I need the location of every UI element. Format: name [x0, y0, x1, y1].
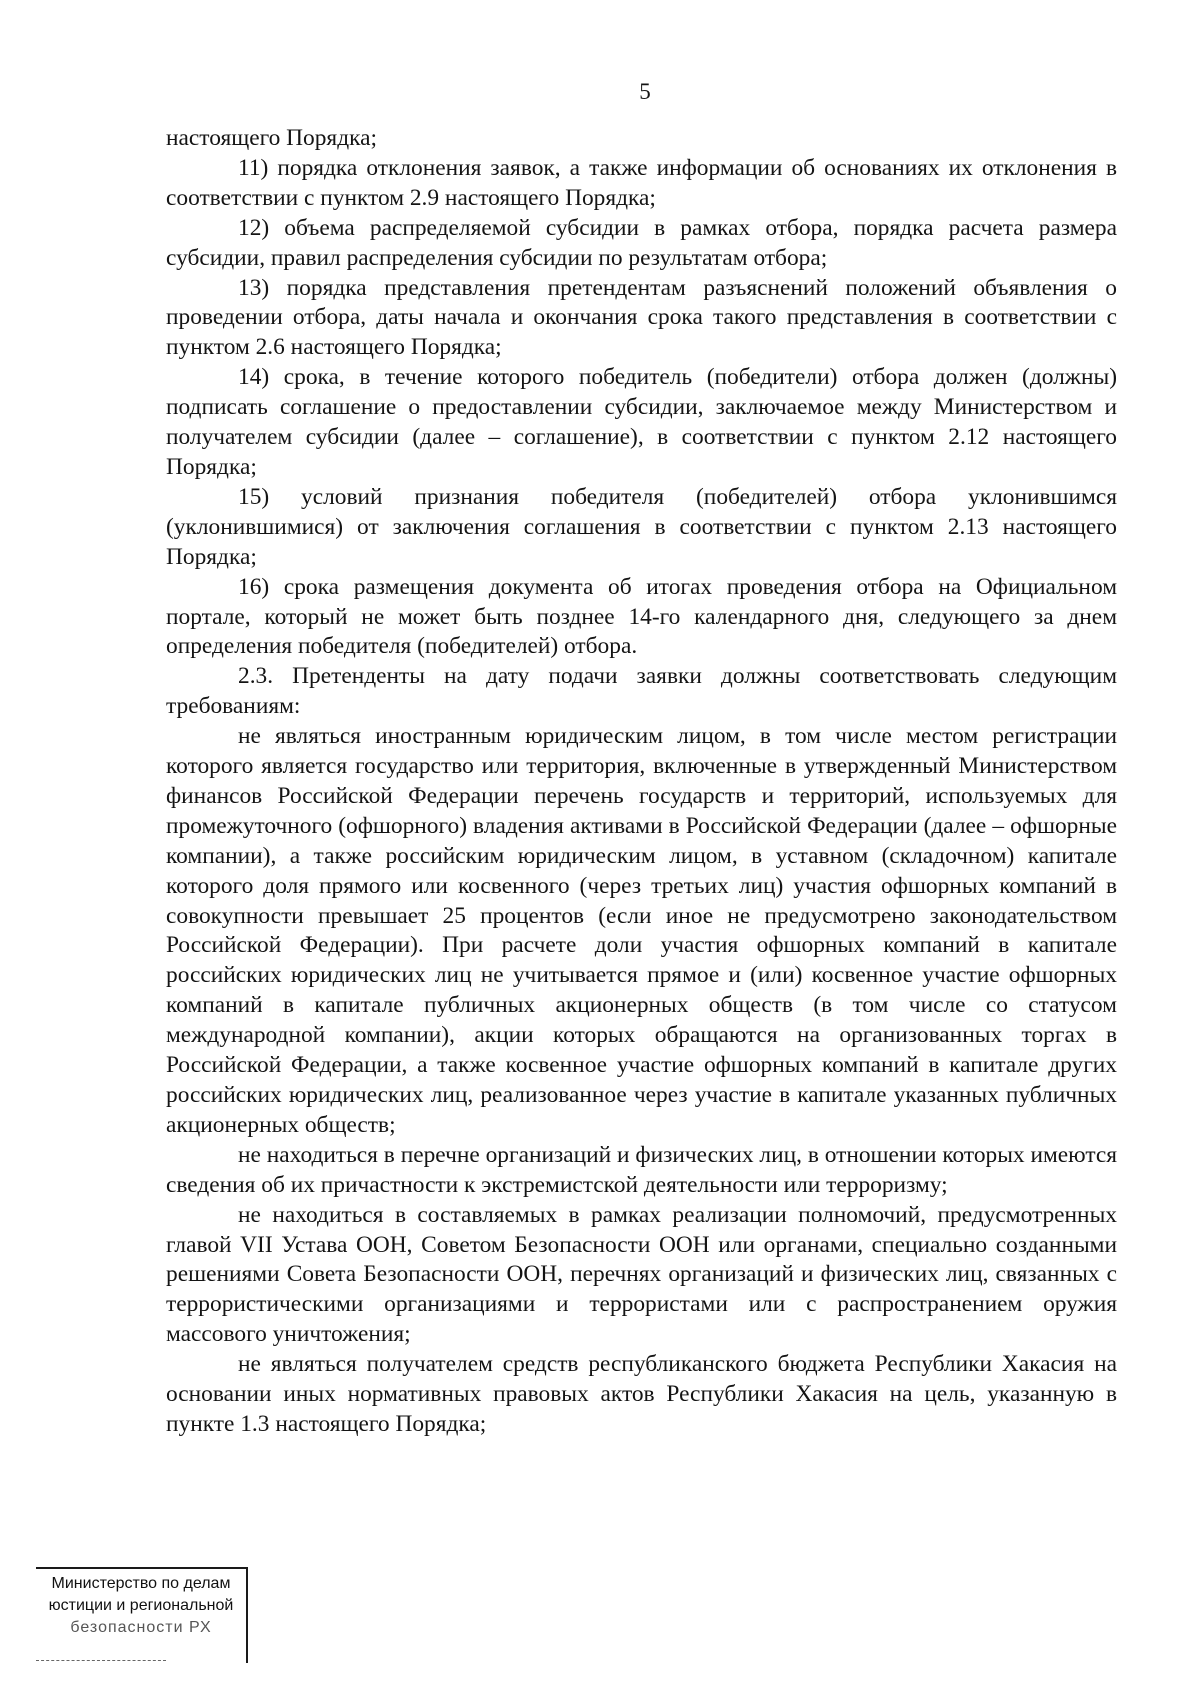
paragraph-continuation: настоящего Порядка; — [166, 125, 377, 151]
requirement-un-lists: не находиться в составляемых в рамках реализации полномочий, предусмотренных главой VII Устава ООН, Советом Безопасности ООН или органами, специально созданными решениями Совета Безопасности ООН, перечнях организаций и физических лиц, связанных с террористическими организациями и террористами или с распространением оружия массового уничтожения; — [166, 1201, 1117, 1348]
list-item-11: 11) порядка отклонения заявок, а также информации об основаниях их отклонения в соответствии с пунктом 2.9 настоящего Порядка; — [166, 154, 1117, 211]
list-item-12: 12) объема распределяемой субсидии в рамках отбора, порядка расчета размера субсидии, правил распределения субсидии по результатам отбора; — [166, 214, 1117, 271]
requirement-budget: не являться получателем средств республиканского бюджета Республики Хакасия на основании иных нормативных правовых актов Республики Хакасия на цель, указанную в пункте 1.3 настоящего Порядка; — [166, 1351, 1117, 1437]
stamp-underline — [36, 1660, 166, 1661]
requirement-extremism-list: не находиться в перечне организаций и физических лиц, в отношении которых имеются сведения об их причастности к экстремистской деятельности или терроризму; — [166, 1141, 1117, 1198]
list-item-15: 15) условий признания победителя (победителей) отбора уклонившимся (уклонившимися) от заключения соглашения в соответствии с пунктом 2.13 настоящего Порядка; — [166, 483, 1117, 570]
list-item-14: 14) срока, в течение которого победитель (победители) отбора должен (должны) подписать соглашение о предоставлении субсидии, заключаемое между Министерством и получателем субсидии (далее – соглашение), в соответствии с пунктом 2.12 настоящего Порядка; — [166, 364, 1117, 480]
document-body — [166, 124, 1117, 1440]
stamp-line-1: Министерство по делам — [51, 1575, 231, 1592]
page-number: 5 — [639, 79, 651, 104]
ministry-stamp — [36, 1567, 248, 1663]
list-item-13: 13) порядка представления претендентам разъяснений положений объявления о проведении отбора, даты начала и окончания срока такого представления в соответствии с пунктом 2.6 настоящего Порядка; — [166, 274, 1117, 361]
list-item-16: 16) срока размещения документа об итогах проведения отбора на Официальном портале, который не может быть позднее 14-го календарного дня, следующего за днем определения победителя (победителей) отбора. — [166, 573, 1117, 660]
clause-2-3: 2.3. Претенденты на дату подачи заявки должны соответствовать следующим требованиям: — [166, 663, 1117, 720]
requirement-offshore: не являться иностранным юридическим лицом, в том числе местом регистрации которого является государство или территория, включенные в утвержденный Министерством финансов Российской Федерации перечень государств и территорий, используемых для промежуточного (офшорного) владения активами в Российской Федерации (далее – офшорные компании), а также российским юридическим лицом, в уставном (складочном) капитале которого доля прямого или косвенного (через третьих лиц) участия офшорных компаний в совокупности превышает 25 процентов (если иное не предусмотрено законодательством Российской Федерации). При расчете доли участия офшорных компаний в капитале российских юридических лиц не учитывается прямое и (или) косвенное участие офшорных компаний в капитале публичных акционерных обществ (в том числе со статусом международной компании), акции которых обращаются на организованных торгах в Российской Федерации, а также косвенное участие офшорных компаний в капитале других российских юридических лиц, реализованное через участие в капитале указанных публичных акционерных обществ; — [166, 723, 1117, 1138]
stamp-line-3: безопасности РХ — [70, 1619, 212, 1636]
stamp-line-2: юстиции и региональной — [48, 1597, 234, 1614]
